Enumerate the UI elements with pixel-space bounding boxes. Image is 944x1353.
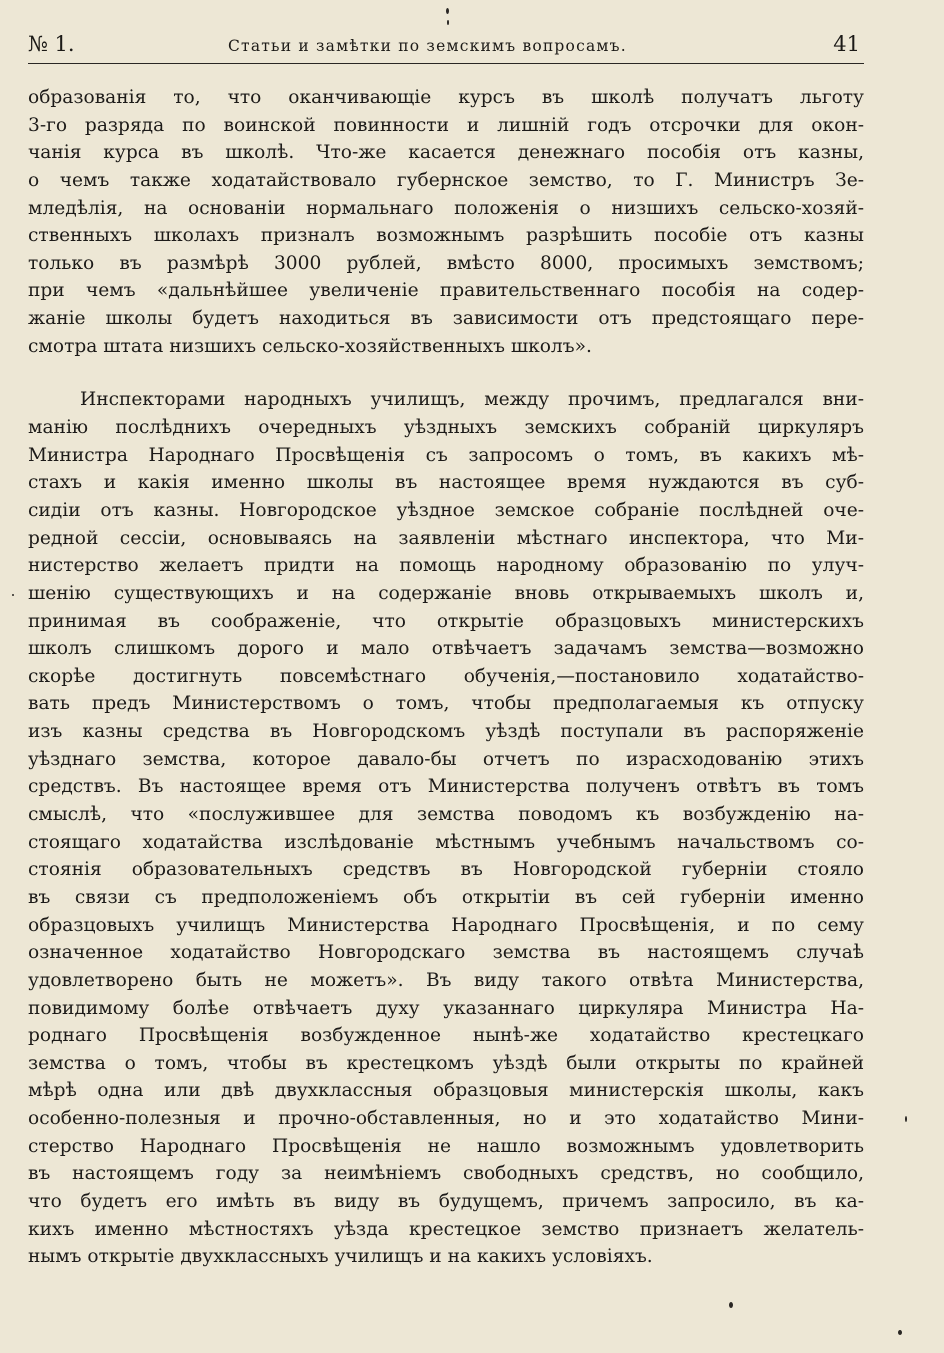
running-header <box>28 30 860 62</box>
text-line: школъ слишкомъ дорого и мало отвѣчаетъ задачамъ земства—возможно <box>28 638 864 660</box>
text-line: шенію существующихъ и на содержаніе вновь открываемыхъ школъ и, <box>28 582 864 604</box>
text-line: особенно-полезныя и прочно-обставленныя, но и это ходатайство Мини- <box>28 1108 864 1130</box>
text-line: въ настоящемъ году за неимѣніемъ свободныхъ средствъ, но сообщило, <box>28 1163 864 1185</box>
text-line: ственныхъ школахъ призналъ возможнымъ разрѣшить пособіе отъ казны <box>28 225 864 247</box>
text-line: стоящаго ходатайства изслѣдованіе мѣстнымъ учебнымъ начальствомъ со- <box>28 831 864 853</box>
text-line: Министра Народнаго Просвѣщенія съ запросомъ о томъ, въ какихъ мѣ- <box>28 444 864 466</box>
text-line: стоянія образовательныхъ средствъ въ Новгородской губерніи стояло <box>28 859 864 881</box>
text-line: 3-го разряда по воинской повинности и лишній годъ отсрочки для окон- <box>28 114 864 136</box>
text-line: смотра штата низшихъ сельско-хозяйственныхъ школъ». <box>28 335 592 357</box>
scan-speck <box>905 1116 907 1122</box>
text-line: кихъ именно мѣстностяхъ уѣзда крестецкое земство признаетъ желатель- <box>28 1218 864 1240</box>
text-line: въ связи съ предположеніемъ объ открытіи въ сей губерніи именно <box>28 886 864 908</box>
text-line: Инспекторами народныхъ училищъ, между прочимъ, предлагался вни- <box>80 389 864 411</box>
text-line: мѣрѣ одна или двѣ двухклассныя образцовыя министерскія школы, какъ <box>28 1080 864 1102</box>
text-line: что будетъ его имѣть въ виду въ будущемъ, причемъ запросило, въ ка- <box>28 1190 864 1212</box>
scan-speck <box>447 20 449 25</box>
section-title: Статьи и замѣтки по земскимъ вопросамъ. <box>228 37 627 55</box>
text-line: редной сессіи, основываясь на заявленіи мѣстнаго инспектора, что Ми- <box>28 527 864 549</box>
text-line: повидимому болѣе отвѣчаетъ духу указаннаго циркуляра Министра На- <box>28 997 864 1019</box>
paragraph-1 <box>28 84 864 360</box>
scan-speck <box>898 1330 902 1335</box>
text-line: манію послѣднихъ очередныхъ уѣздныхъ земскихъ собраній циркуляръ <box>28 417 864 439</box>
text-line: образованія то, что оканчивающіе курсъ въ школѣ получатъ льготу <box>28 87 864 108</box>
text-line: при чемъ «дальнѣйшее увеличеніе правительственнаго пособія на содер- <box>28 280 864 302</box>
text-line: сидіи отъ казны. Новгородское уѣздное земское собраніе послѣдней оче- <box>28 499 864 521</box>
text-line: смыслѣ, что «послужившее для земства поводомъ къ возбужденію на- <box>28 804 864 826</box>
text-line: роднаго Просвѣщенія возбужденное нынѣ-же ходатайство крестецкаго <box>28 1025 864 1047</box>
text-line: уѣзднаго земства, которое давало-бы отчетъ по израсходованію этихъ <box>28 748 864 770</box>
text-line: означенное ходатайство Новгородскаго земства въ настоящемъ случаѣ <box>28 942 864 964</box>
text-line: удовлетворено быть не можетъ». Въ виду такого отвѣта Министерства, <box>28 969 864 991</box>
text-line: чанія курса въ школѣ. Что-же касается денежнаго пособія отъ казны, <box>28 142 864 164</box>
text-line: образцовыхъ училищъ Министерства Народнаго Просвѣщенія, и по сему <box>28 914 864 936</box>
text-line: земства о томъ, чтобы въ крестецкомъ уѣздѣ были открыты по крайней <box>28 1052 864 1074</box>
text-line: средствъ. Въ настоящее время отъ Министерства полученъ отвѣтъ въ томъ <box>28 776 864 798</box>
text-line: стахъ и какія именно школы въ настоящее время нуждаются въ суб- <box>28 472 864 494</box>
header-rule <box>28 63 864 64</box>
text-line: стерство Народнаго Просвѣщенія не нашло возможнымъ удовлетворить <box>28 1135 864 1157</box>
scan-speck <box>12 594 14 596</box>
text-line: нистерство желаетъ придти на помощь народному образованію по улуч- <box>28 555 864 577</box>
text-line: мледѣлія, на основаніи нормальнаго положенія о низшихъ сельско-хозяй- <box>28 197 864 219</box>
paragraph-2 <box>28 386 864 1271</box>
text-line: о чемъ также ходатайствовало губернское земство, то Г. Министръ Зе- <box>28 169 864 191</box>
paragraph-gap <box>28 360 864 386</box>
issue-number: № 1. <box>28 32 75 56</box>
text-line: скорѣе достигнуть повсемѣстнаго обученія,—постановило ходатайство- <box>28 665 864 687</box>
text-line: нымъ открытіе двухклассныхъ училищъ и на какихъ условіяхъ. <box>28 1246 653 1268</box>
text-line: принимая въ соображеніе, что открытіе образцовыхъ министерскихъ <box>28 610 864 632</box>
scan-speck <box>729 1302 733 1308</box>
text-line: жаніе школы будетъ находиться въ зависимости отъ предстоящаго пере- <box>28 308 864 330</box>
scan-speck <box>446 8 449 14</box>
text-line: только въ размѣрѣ 3000 рублей, вмѣсто 8000, просимыхъ земствомъ; <box>28 252 864 274</box>
text-line: вать предъ Министерствомъ о томъ, чтобы предполагаемыя къ отпуску <box>28 693 864 715</box>
article-text <box>28 84 864 1271</box>
text-line: изъ казны средства въ Новгородскомъ уѣздѣ поступали въ распоряженіе <box>28 721 864 743</box>
page-number: 41 <box>833 32 860 56</box>
